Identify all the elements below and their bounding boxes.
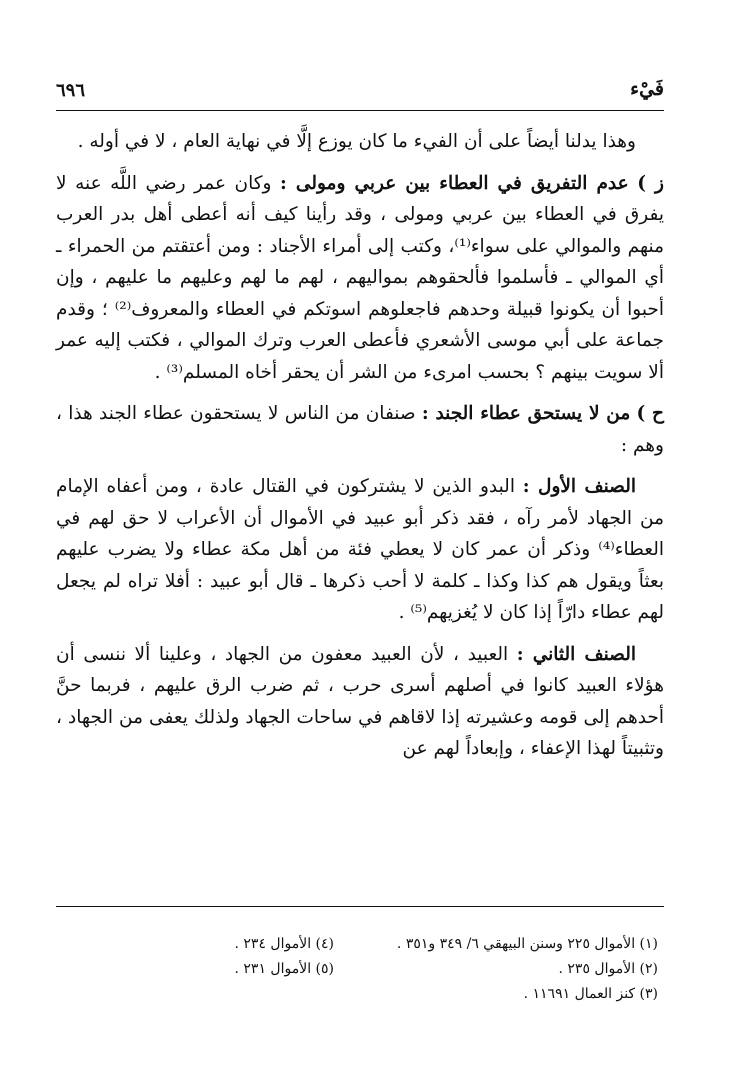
- footnote-5: (٥) الأموال ٢٣١ .: [234, 961, 334, 977]
- item-z-marker: ز ): [637, 172, 664, 194]
- item-z: [56, 168, 664, 389]
- class-two-title: الصنف الثاني :: [516, 643, 636, 665]
- paragraph-intro: [56, 126, 664, 158]
- running-title: فَيْء: [630, 78, 664, 100]
- header-rule: [56, 110, 664, 111]
- class-one: [56, 471, 664, 629]
- footnote-2: (٢) الأموال ٢٣٥ .: [558, 961, 658, 977]
- page-number: ٦٩٦: [56, 80, 86, 101]
- class-one-text: البدو الذين لا يشتركون في القتال عادة ، ومن أعفاه الإمام من الجهاد لأمر رآه ، فقد ذكر أبو عبيد في الأموال أن الأعراب لا حق لهم في العطاء⁽⁴⁾ وذكر أن عمر كان لا يعطي فئة من أهل مكة عطاء ولا يضرب عليهم بعثاً ويقول هم كذا وكذا ـ كلمة لا أحب ذكرها ـ قال أبو عبيد : أفلا تراه لم يجعل لهم عطاء دارّاً إذا كان لا يُغزيهم⁽⁵⁾ .: [56, 476, 664, 623]
- footnote-3: (٣) كنز العمال ١١٦٩١ .: [523, 986, 658, 1002]
- item-h-text: صنفان من الناس لا يستحقون عطاء الجند هذا ، وهم :: [56, 403, 664, 456]
- class-one-title: الصنف الأول :: [522, 476, 636, 497]
- class-two: [56, 639, 664, 765]
- item-h-marker: ح ): [636, 403, 664, 424]
- main-text: [56, 126, 664, 775]
- item-h-title: من لا يستحق عطاء الجند :: [421, 403, 631, 424]
- paragraph-intro-text: وهذا يدلنا أيضاً على أن الفيء ما كان يوزع إلَّا في نهاية العام ، لا في أوله .: [77, 131, 636, 152]
- class-two-text: العبيد ، لأن العبيد معفون من الجهاد ، وعلينا ألا ننسى أن هؤلاء العبيد كانوا في أصلهم أسرى حرب ، ثم ضرب الرق عليهم ، فربما حنَّ أحدهم إلى قومه وعشيرته إذا لاقاهم في ساحات الجهاد ولذلك يعفى من الجهاد ، وتثبيتاً لهذا الإعفاء ، وإبعاداً لهم عن: [56, 643, 664, 759]
- item-h: [56, 398, 664, 461]
- footnote-rule: [56, 906, 664, 907]
- item-z-text: وكان عمر رضي اللَّه عنه لا يفرق في العطاء بين عربي ومولى ، وقد رأينا كيف أنه أعطى أهل بدر العرب منهم والموالي على سواء⁽¹⁾، وكتب إلى أمراء الأجناد : ومن أعتقتم من الحمراء ـ أي الموالي ـ فأسلموا فألحقوهم بمواليهم ، لهم ما لهم وعليهم ما عليهم ، وإن أحبوا أن يكونوا قبيلة وحدهم فاجعلوهم اسوتكم في العطاء والمعروف⁽²⁾ ؛ وقدم جماعة على أبي موسى الأشعري فأعطى العرب وترك الموالي ، فكتب إليه عمر ألا سويت بينهم ؟ بحسب امرىء من الشر أن يحقر أخاه المسلم⁽³⁾ .: [56, 172, 665, 383]
- page-header: [56, 78, 664, 108]
- footnotes-left-column: [56, 932, 334, 982]
- footnote-4: (٤) الأموال ٢٣٤ .: [234, 936, 334, 952]
- footnotes-right-column: [338, 932, 658, 1007]
- item-z-title: عدم التفريق في العطاء بين عربي ومولى :: [280, 172, 629, 194]
- footnote-1: (١) الأموال ٢٢٥ وسنن البيهقي ٦/ ٣٤٩ و٣٥١ .: [396, 936, 658, 952]
